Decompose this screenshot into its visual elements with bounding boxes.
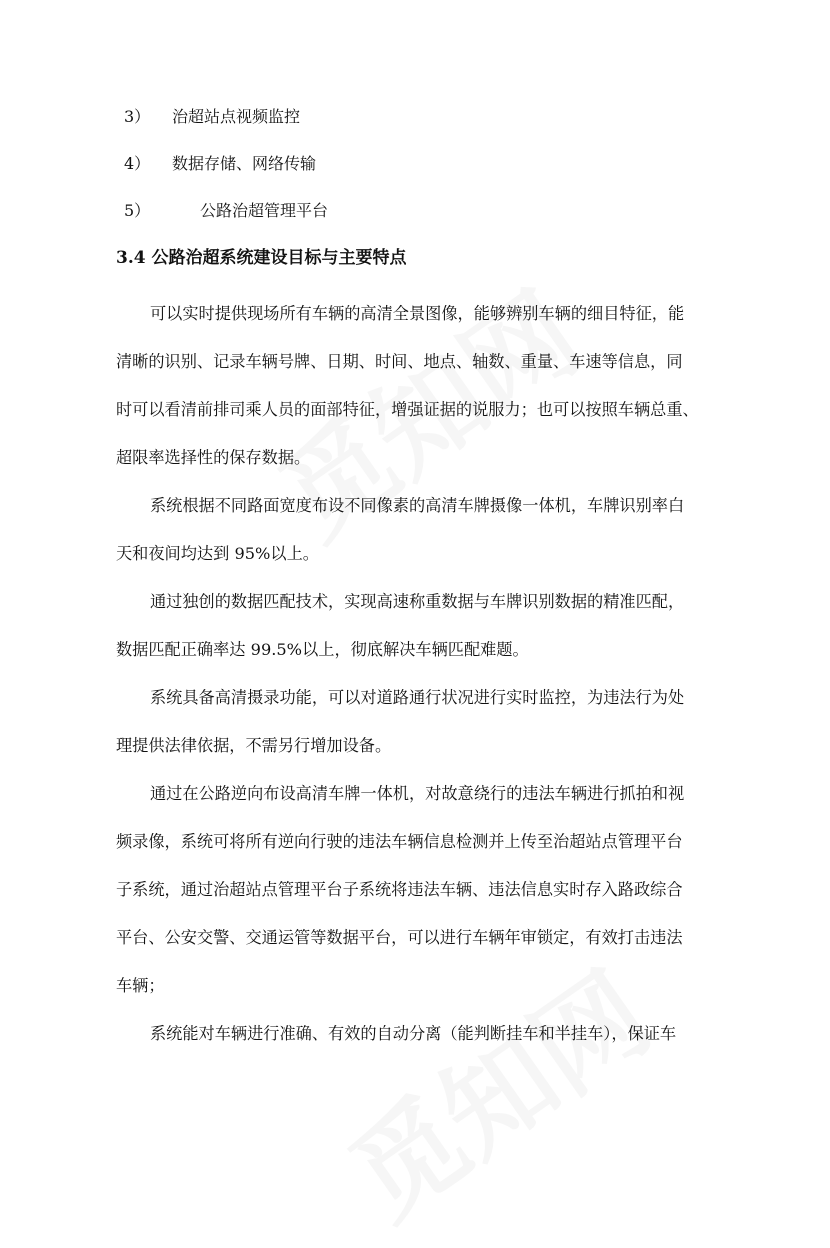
list-item	[124, 152, 316, 176]
text-line: 清晰的识别、记录车辆号牌、日期、时间、地点、轴数、重量、车速等信息，同	[116, 352, 683, 371]
paragraph	[116, 482, 716, 578]
paragraph	[116, 1010, 716, 1058]
text-line: 车辆；	[116, 976, 165, 995]
paragraph	[116, 578, 716, 674]
text-line: 超限率选择性的保存数据。	[116, 448, 311, 467]
list-number: 3）	[124, 107, 151, 126]
text-line: 时可以看清前排司乘人员的面部特征，增强证据的说服力；也可以按照车辆总重、	[116, 400, 699, 419]
text-line: 理提供法律依据，不需另行增加设备。	[116, 736, 392, 755]
list-text: 治超站点视频监控	[172, 107, 301, 126]
list-text: 数据存储、网络传输	[172, 154, 317, 173]
text-line: 通过在公路逆向布设高清车牌一体机，对故意绕行的违法车辆进行抓拍和视	[150, 784, 685, 803]
list-number: 4）	[124, 154, 151, 173]
text-line: 可以实时提供现场所有车辆的高清全景图像，能够辨别车辆的细目特征，能	[150, 304, 685, 323]
paragraph	[116, 290, 716, 482]
list-item	[124, 105, 300, 129]
list-text: 公路治超管理平台	[200, 201, 329, 220]
text-line: 频录像，系统可将所有逆向行驶的违法车辆信息检测并上传至治超站点管理平台	[116, 832, 683, 851]
text-line: 平台、公安交警、交通运管等数据平台，可以进行车辆年审锁定，有效打击违法	[116, 928, 683, 947]
text-line: 子系统，通过治超站点管理平台子系统将违法车辆、违法信息实时存入路政综合	[116, 880, 683, 899]
text-line: 系统能对车辆进行准确、有效的自动分离（能判断挂车和半挂车），保证车	[150, 1024, 677, 1043]
text-line: 通过独创的数据匹配技术，实现高速称重数据与车牌识别数据的精准匹配，	[150, 592, 685, 611]
paragraph	[116, 770, 716, 1010]
text-line: 数据匹配正确率达 99.5%以上，彻底解决车辆匹配难题。	[116, 640, 529, 659]
list-item	[124, 199, 328, 223]
text-line: 系统根据不同路面宽度布设不同像素的高清车牌摄像一体机，车牌识别率白	[150, 496, 685, 515]
section-heading: 3.4 公路治超系统建设目标与主要特点	[116, 248, 407, 268]
text-line: 系统具备高清摄录功能，可以对道路通行状况进行实时监控，为违法行为处	[150, 688, 685, 707]
list-number: 5）	[124, 201, 151, 220]
text-line: 天和夜间均达到 95%以上。	[116, 544, 319, 563]
paragraph	[116, 674, 716, 770]
